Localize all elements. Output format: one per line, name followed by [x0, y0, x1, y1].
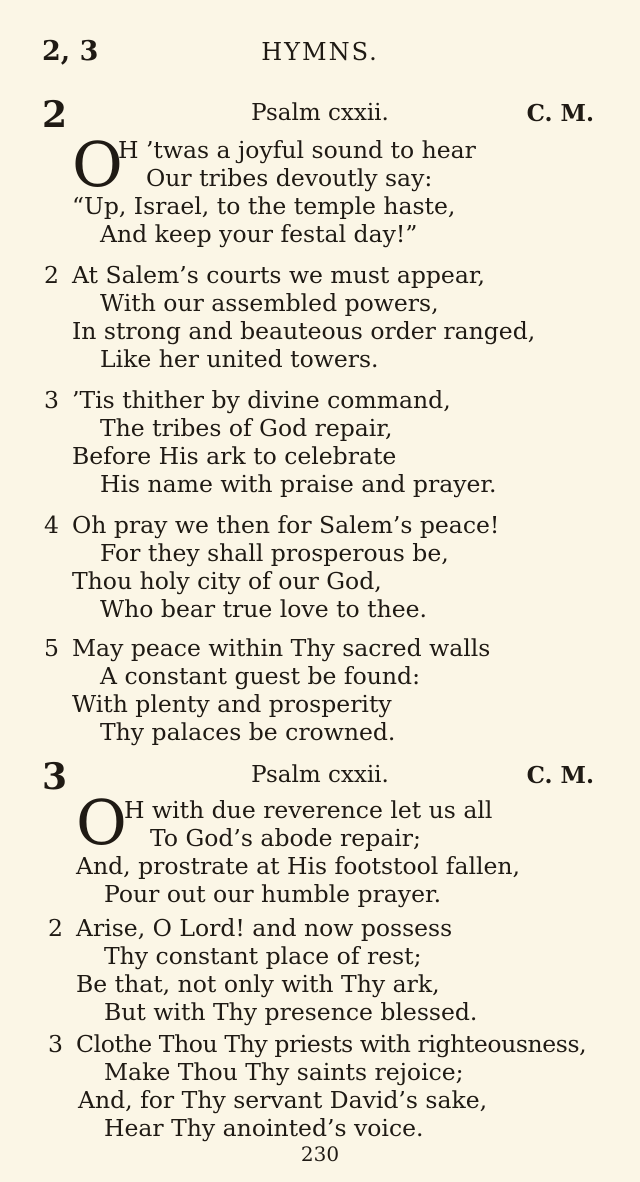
verse-line: His name with praise and prayer. [100, 470, 497, 498]
verse-line: In strong and beauteous order ranged, [72, 317, 536, 345]
verse-line: H with due reverence let us all [124, 796, 493, 824]
verse-number: 4 [44, 511, 59, 539]
hymn-title: Psalm cxxii. [251, 762, 389, 788]
verse-number: 3 [44, 386, 59, 414]
verse-number: 5 [44, 634, 59, 662]
verse-line: And, prostrate at His footstool fallen, [76, 852, 521, 880]
verse-line: Like her united towers. [100, 345, 379, 373]
verse-line: With plenty and prosperity [72, 690, 392, 718]
drop-capital: O [72, 128, 123, 201]
verse-line: A constant guest be found: [100, 662, 421, 690]
hymn-number: 3 [42, 756, 68, 798]
hymn-meter: C. M. [526, 100, 594, 127]
verse-line: Hear Thy anointed’s voice. [104, 1114, 424, 1142]
hymn-meter: C. M. [526, 762, 594, 789]
hymn-number: 2 [42, 94, 68, 136]
verse-line: H ’twas a joyful sound to hear [118, 136, 476, 164]
drop-capital: O [76, 786, 127, 859]
verse-line: Thy constant place of rest; [104, 942, 422, 970]
verse-number: 2 [44, 261, 59, 289]
verse-line: “Up, Israel, to the temple haste, [72, 192, 456, 220]
verse-line: Our tribes devoutly say: [146, 164, 433, 192]
verse-line: To God’s abode repair; [150, 824, 421, 852]
verse-number: 2 [48, 914, 63, 942]
verse-line: ’Tis thither by divine command, [72, 386, 451, 414]
verse-line: Arise, O Lord! and now possess [76, 914, 453, 942]
verse-line: And, for Thy servant David’s sake, [78, 1086, 488, 1114]
verse-line: Pour out our humble prayer. [104, 880, 442, 908]
verse-line: Clothe Thou Thy priests with righteousness, [76, 1030, 587, 1058]
verse-number: 3 [48, 1030, 63, 1058]
verse-line: Thy palaces be crowned. [100, 718, 396, 746]
verse-line: Make Thou Thy saints rejoice; [104, 1058, 464, 1086]
verse-line: At Salem’s courts we must appear, [72, 261, 485, 289]
verse-line: May peace within Thy sacred walls [72, 634, 491, 662]
verse-line: With our assembled powers, [100, 289, 439, 317]
verse-line: The tribes of God repair, [100, 414, 393, 442]
hymn-title: Psalm cxxii. [251, 100, 389, 126]
verse-line: For they shall prosperous be, [100, 539, 449, 567]
verse-line: But with Thy presence blessed. [104, 998, 478, 1026]
running-head [0, 36, 640, 72]
verse-line: Be that, not only with Thy ark, [76, 970, 440, 998]
running-title: HYMNS. [261, 38, 379, 66]
verse-line: And keep your festal day!” [100, 220, 418, 248]
hymn-range: 2, 3 [42, 36, 99, 67]
page-number: 230 [300, 1142, 340, 1166]
verse-line: Oh pray we then for Salem’s peace! [72, 511, 500, 539]
verse-line: Thou holy city of our God, [72, 567, 382, 595]
verse-line: Who bear true love to thee. [100, 595, 428, 623]
verse-line: Before His ark to celebrate [72, 442, 397, 470]
